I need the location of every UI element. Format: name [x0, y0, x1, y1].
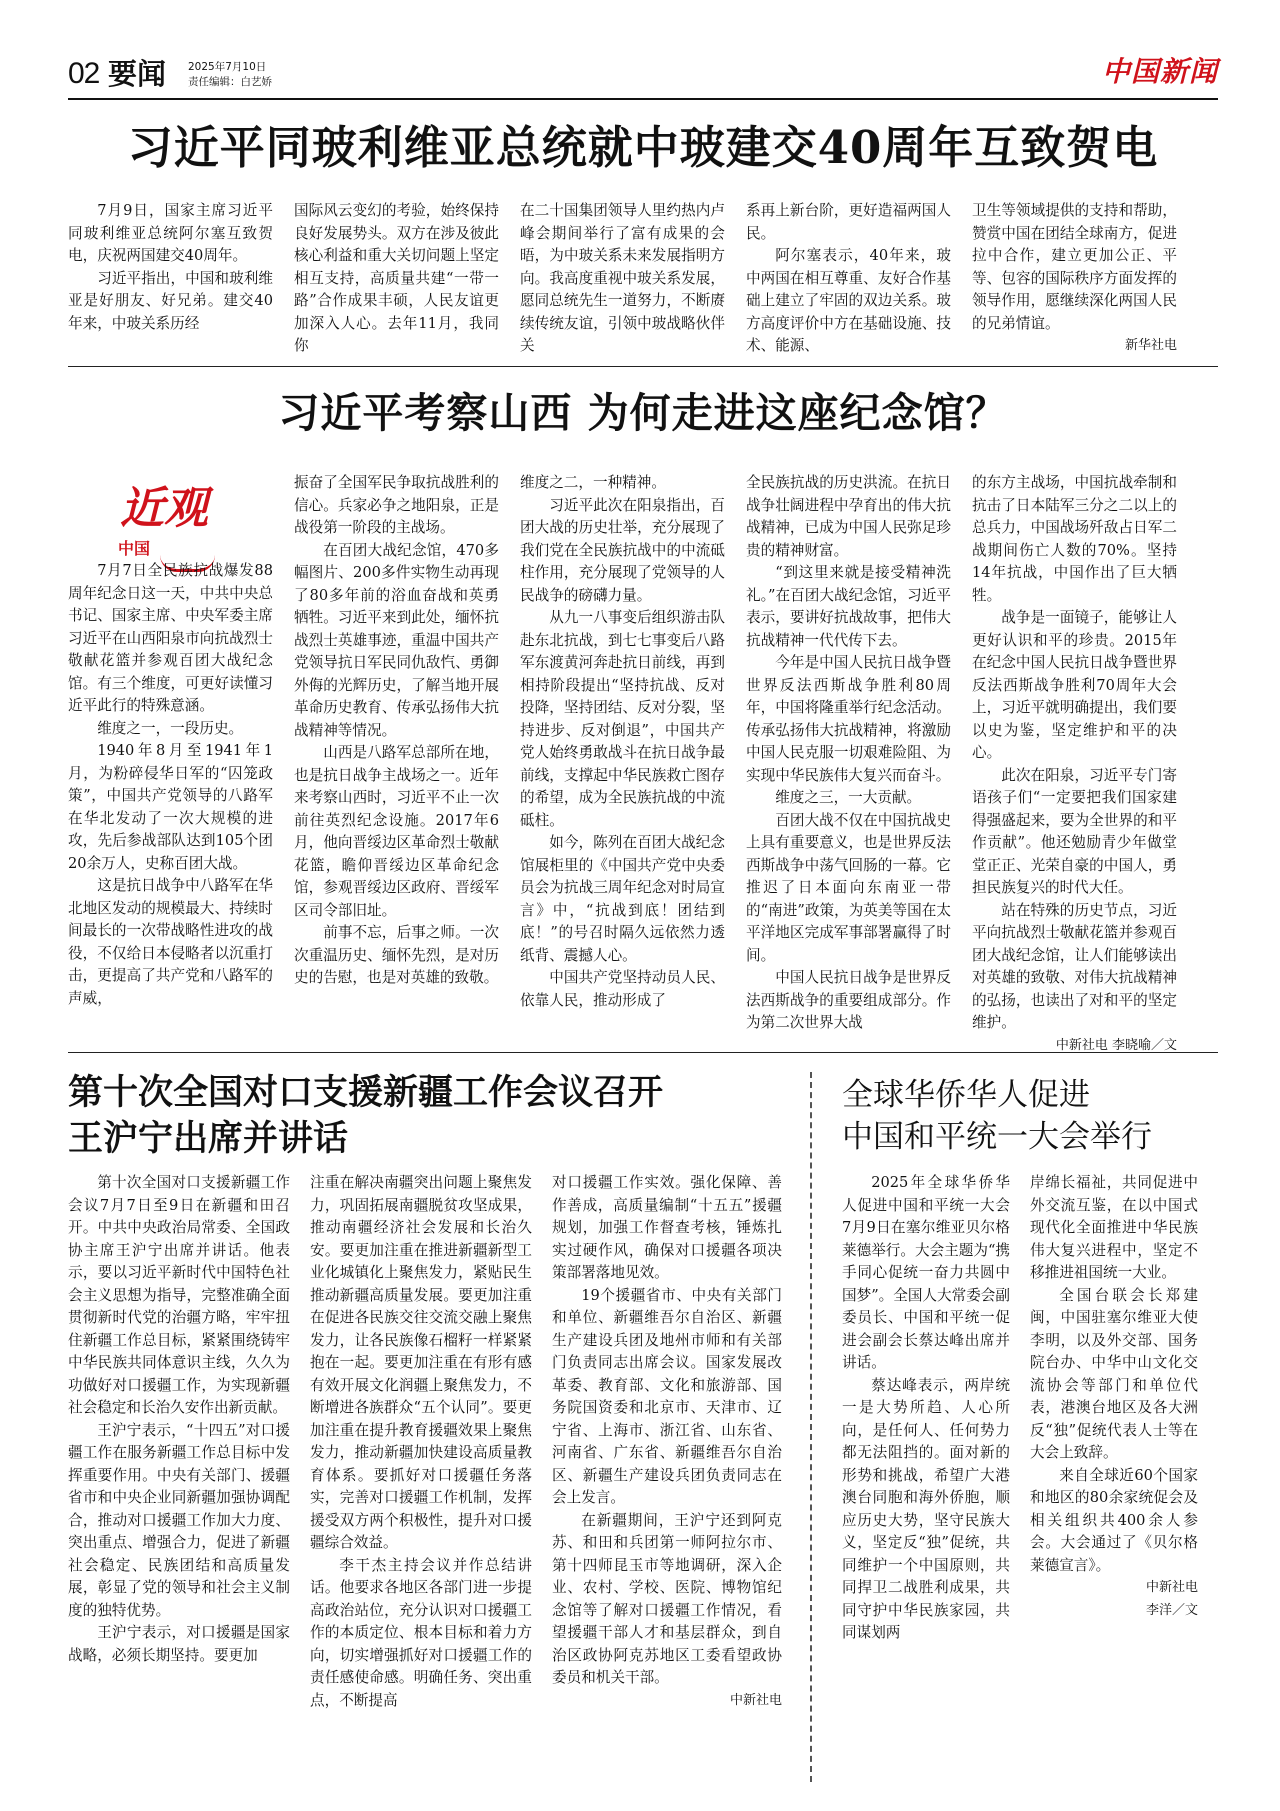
paragraph: 百团大战不仅在中国抗战史上具有重要意义，也是世界反法西斯战争中荡气回肠的一幕。它推迟了日本面向东南亚一带的“南进”政策，为英美等国在太平洋地区完成军事部署赢得了时间。: [746, 811, 951, 964]
paragraph: 从九一八事变后组织游击队赴东北抗战，到七七事变后八路军东渡黄河奔赴抗日前线，再到相持阶段提出“坚持抗战、反对投降，坚持团结、反对分裂，坚持进步、反对倒退”，中国共产党人始终勇敢战斗在抗日战争最前线，支撑起中华民族救亡图存的希望，成为全民族抗战的中流砥柱。: [520, 609, 725, 829]
section-name: 要闻: [108, 57, 167, 91]
paragraph: 前事不忘，后事之师。一次次重温历史、缅怀先烈，是对历史的告慰，也是对英雄的致敬。: [294, 924, 499, 986]
paragraph: “到这里来就是接受精神洗礼。”在百团大战纪念馆，习近平表示，要讲好抗战故事，把伟大抗战精神一代代传下去。: [746, 564, 951, 649]
masthead-meta: [188, 60, 272, 90]
article2-byline: 中新社电 李晓喻／文: [1055, 1037, 1177, 1053]
masthead: [68, 54, 1218, 98]
paragraph: 战争是一面镜子，能够让人更好认识和平的珍贵。2015年在纪念中国人民抗日战争暨世界反法西斯战争胜利70周年大会上，习近平就明确提出，我们要以史为鉴，坚定维护和平的决心。: [972, 609, 1177, 761]
article3-headline-line-2: 王沪宁出席并讲话: [68, 1118, 349, 1159]
paragraph: 系再上新台阶，更好造福两国人民。: [746, 202, 951, 242]
logo-sub-text: 中国: [118, 539, 151, 558]
paragraph: 习近平此次在阳泉指出，百团大战的历史壮举，充分展现了我们党在全民族抗战中的中流砥柱作用，充分展现了党领导的人民战争的磅礴力量。: [520, 496, 725, 604]
paragraph: 今年是中国人民抗日战争暨世界反法西斯战争胜利80周年，中国将隆重举行纪念活动。传承弘扬伟大抗战精神，将激励中国人民克服一切艰难险阻、为实现中华民族伟大复兴而奋斗。: [746, 654, 951, 784]
paragraph: 王沪宁表示，对口援疆是国家战略，必须长期坚持。要更加: [68, 1624, 290, 1664]
column-divider-dashed: [810, 1072, 812, 1782]
article4-byline-author: 李洋／文: [1145, 1602, 1198, 1618]
paragraph: 习近平指出，中国和玻利维亚是好朋友、好兄弟。建交40年来，中玻关系历经: [68, 269, 273, 332]
logo-main-text: 近观: [120, 483, 208, 534]
paragraph: 山西是八路军总部所在地，也是抗日战争主战场之一。近年来考察山西时，习近平不止一次前往英烈纪念设施。2017年6月，他向晋绥边区革命烈士敬献花篮，瞻仰晋绥边区革命纪念馆，参观晋绥边区政府、晋绥军区司令部旧址。: [294, 744, 499, 919]
article4-headline-line-1: 全球华侨华人促进: [842, 1077, 1090, 1113]
paragraph: 维度之一，一段历史。: [97, 719, 244, 737]
article1-byline: 新华社电: [1124, 338, 1177, 353]
paragraph: 这是抗日战争中八路军在华北地区发动的规模最大、持续时间最长的一次带战略性进攻的战役，不仅给日本侵略者以沉重打击，更提高了共产党和八路军的声威，: [68, 877, 273, 1007]
paragraph: 此次在阳泉，习近平专门寄语孩子们“一定要把我们国家建得强盛起来，要为全世界的和平作贡献”。他还勉励青少年做堂堂正正、光荣自豪的中国人，勇担民族复兴的时代大任。: [972, 766, 1177, 896]
paragraph: 7月9日，国家主席习近平同玻利维亚总统阿尔塞互致贺电，庆祝两国建交40周年。: [68, 202, 273, 264]
paragraph: 来自全球近60个国家和地区的80余家统促会及相关组织共400余人参会。大会通过了《贝尔格莱德宣言》。: [1030, 1466, 1198, 1574]
paragraph: 的东方主战场，中国抗战牵制和抗击了日本陆军三分之二以上的总兵力，中国战场歼敌占日军二战期间伤亡人数的70%。坚持14年抗战，中国作出了巨大牺牲。: [972, 474, 1177, 604]
paragraph: 如今，陈列在百团大战纪念馆展柜里的《中国共产党中央委员会为抗战三周年纪念对时局宣言》中，“抗战到底！团结到底！”的号召时隔久远依然力透纸背、震撼人心。: [520, 834, 725, 964]
paragraph: 站在特殊的历史节点，习近平向抗战烈士敬献花篮并参观百团大战纪念馆，让人们能够读出对英雄的致敬、对伟大抗战精神的弘扬，也读出了对和平的坚定维护。: [972, 901, 1177, 1031]
paragraph: 中国共产党坚持动员人民、依靠人民，推动形成了: [520, 969, 725, 1009]
article2-column-3: [520, 472, 725, 1038]
article4-column-1: [842, 1172, 1010, 1782]
article1-column-3: [520, 200, 725, 355]
article4-headline-line-2: 中国和平统一大会举行: [842, 1119, 1152, 1155]
paragraph: 19个援疆省市、中央有关部门和单位、新疆维吾尔自治区、新疆生产建设兵团及地州市师和有关部门负责同志出席会议。国家发展改革委、教育部、文化和旅游部、国务院国资委和北京市、天津市、辽宁省、上海市、浙江省、山东省、河南省、广东省、新疆维吾尔自治区、新疆生产建设兵团负责同志在会上发言。: [552, 1286, 782, 1506]
article3-byline: 中新社电: [729, 1692, 782, 1708]
paragraph: 在百团大战纪念馆，470多幅图片、200多件实物生动再现了80多年前的浴血奋战和英勇牺牲。习近平来到此处，缅怀抗战烈士英雄事迹，重温中国共产党领导抗日军民同仇敌忾、勇御外侮的光辉历史，了解当地开展革命历史教育、传承弘扬伟大抗战精神等情况。: [294, 541, 499, 739]
article2-headline: 习近平考察山西 为何走进这座纪念馆？: [278, 389, 1008, 437]
article1-column-1: [68, 200, 273, 355]
article4-column-2: [1030, 1172, 1198, 1782]
paragraph: 全国台联会长郑建闽，中国驻塞尔维亚大使李明，以及外交部、国务院台办、中华中山文化交流协会等部门和单位代表，港澳台地区及各大洲反“独”促统代表人士等在大会上致辞。: [1030, 1286, 1198, 1461]
article4-byline-agency: 中新社电: [1145, 1580, 1198, 1595]
paragraph: 振奋了全国军民争取抗战胜利的信心。兵家必争之地阳泉，正是战役第一阶段的主战场。: [294, 474, 499, 536]
paragraph: 蔡达峰表示，两岸统一是大势所趋、人心所向，是任何人、任何势力都无法阻挡的。面对新的形势和挑战，希望广大港澳台同胞和海外侨胞，顺应历史大势，坚守民族大义，坚定反“独”促统，共同维护一个中国原则，共同捍卫二战胜利成果，共同守护中华民族家园，共同谋划两: [842, 1376, 1010, 1641]
article3-column-2: [310, 1172, 532, 1782]
article2-column-4: [746, 472, 951, 1038]
paragraph: 国际风云变幻的考验，始终保持良好发展势头。双方在涉及彼此核心利益和重大关切问题上坚定相互支持，高质量共建“一带一路”合作成果丰硕，人民友谊更加深入人心。去年11月，我同你: [294, 202, 499, 354]
paragraph: 第十次全国对口支援新疆工作会议7月7日至9日在新疆和田召开。中共中央政治局常委、全国政协主席王沪宁出席并讲话。他表示，要以习近平新时代中国特色社会主义思想为指导，完整准确全面贯彻新时代党的治疆方略，牢牢扭住新疆工作总目标，紧紧围绕铸牢中华民族共同体意识主线，久久为功做好对口援疆工作，为实现新疆社会稳定和长治久安作出新贡献。: [68, 1174, 290, 1416]
article3-headline: [68, 1070, 788, 1162]
article1-column-4: [746, 200, 951, 355]
section-divider: [68, 1052, 1218, 1053]
paragraph: 王沪宁表示，“十四五”对口援疆工作在服务新疆工作总目标中发挥重要作用。中央有关部门、援疆省市和中央企业同新疆加强协调配合，推动对口援疆工作加大力度、突出重点、增强合力，促进了新疆社会稳定、民族团结和高质量发展，彰显了党的领导和社会主义制度的独特优势。: [68, 1421, 290, 1619]
article1-column-5: [972, 200, 1177, 355]
paragraph: 维度之二，一种精神。: [520, 474, 666, 491]
article2-column-5: [972, 472, 1177, 1053]
article1-column-2: [294, 200, 499, 355]
section-divider: [68, 366, 1218, 367]
paragraph: 李干杰主持会议并作总结讲话。他要求各地区各部门进一步提高政治站位，充分认识对口援疆工作的本质定位、根本目标和着力方向，切实增强抓好对口援疆工作的责任感使命感。明确任务、突出重点，不断提高: [310, 1556, 532, 1709]
page-number: 02: [68, 57, 100, 90]
editor-credit: 责任编辑：白艺娇: [188, 76, 272, 88]
paragraph: 2025年全球华侨华人促进中国和平统一大会7月9日在塞尔维亚贝尔格莱德举行。大会主题为“携手同心促统一奋力共圆中国梦”。全国人大常委会副委员长、中国和平统一促进会副会长蔡达峰出席并讲话。: [842, 1174, 1010, 1371]
paragraph: 对口援疆工作实效。强化保障、善作善成，高质量编制“十五五”援疆规划，加强工作督查考核，锤炼扎实过硬作风，确保对口援疆各项决策部署落地见效。: [552, 1174, 782, 1281]
paragraph: 在二十国集团领导人里约热内卢峰会期间举行了富有成果的会晤，为中玻关系未来发展指明方向。我高度重视中玻关系发展，愿同总统先生一道努力，不断赓续传统友谊，引领中玻战略伙伴关: [520, 202, 725, 354]
paragraph: 卫生等领域提供的支持和帮助，赞赏中国在团结全球南方，促进拉中合作，建立更加公正、平等、包容的国际秩序方面发挥的领导作用，愿继续深化两国人民的兄弟情谊。: [972, 202, 1177, 332]
paragraph: 7月7日全民族抗战爆发88周年纪念日这一天，中共中央总书记、国家主席、中央军委主席习近平在山西阳泉市向抗战烈士敬献花篮并参观百团大战纪念馆。有三个维度，可更好读懂习近平此行的特殊意涵。: [68, 562, 273, 714]
masthead-rule: [68, 98, 1218, 100]
article3-column-1: [68, 1172, 290, 1782]
article1-headline: 习近平同玻利维亚总统就中玻建交40周年互致贺电: [127, 121, 1159, 174]
article3-column-3: [552, 1172, 782, 1782]
paragraph: 中国人民抗日战争是世界反法西斯战争的重要组成部分。作为第二次世界大战: [746, 969, 951, 1031]
issue-date: 2025年7月10日: [188, 61, 267, 73]
paragraph: 维度之三，一大贡献。: [775, 789, 922, 806]
paragraph: 阿尔塞表示，40年来，玻中两国在相互尊重、友好合作基础上建立了牢固的双边关系。玻方高度评价中方在基础设施、技术、能源、: [746, 247, 951, 354]
paragraph: 在新疆期间，王沪宁还到阿克苏、和田和兵团第一师阿拉尔市、第十四师昆玉市等地调研，深入企业、农村、学校、医院、博物馆纪念馆等了解对口援疆工作情况，看望援疆干部人才和基层群众，到自治区政协阿克苏地区工委看望政协委员和机关干部。: [552, 1511, 782, 1686]
article2-column-1: [68, 560, 273, 1038]
article3-headline-line-1: 第十次全国对口支援新疆工作会议召开: [68, 1072, 664, 1113]
paragraph: 1940年8月至1941年1月，为粉碎侵华日军的“囚笼政策”，中国共产党领导的八路军在华北发动了一次大规模的进攻，先后参战部队达到105个团20余万人，史称百团大战。: [68, 742, 273, 872]
article2-column-2: [294, 472, 499, 1038]
paragraph: 全民族抗战的历史洪流。在抗日战争壮阔进程中孕育出的伟大抗战精神，已成为中国人民弥足珍贵的精神财富。: [746, 474, 951, 559]
paragraph: 注重在解决南疆突出问题上聚焦发力，巩固拓展南疆脱贫攻坚成果，推动南疆经济社会发展和长治久安。要更加注重在推进新疆新型工业化城镇化上聚焦发力，紧贴民生推动新疆高质量发展。要更加注重在促进各民族交往交流交融上聚焦发力，让各民族像石榴籽一样紧紧抱在一起。要更加注重在有形有感有效开展文化润疆上聚焦发力，不断增进各族群众“五个认同”。要更加注重在提升教育援疆效果上聚焦发力，推动新疆加快建设高质量教育体系。要抓好对口援疆任务落实，完善对口援疆工作机制，发挥援受双方两个积极性，提升对口援疆综合效益。: [310, 1174, 532, 1551]
brand-logo: 中国新闻: [1101, 55, 1218, 88]
article4-headline: [842, 1074, 1222, 1158]
paragraph: 岸绵长福祉，共同促进中外交流互鉴，在以中国式现代化全面推进中华民族伟大复兴进程中，坚定不移推进祖国统一大业。: [1030, 1174, 1198, 1281]
